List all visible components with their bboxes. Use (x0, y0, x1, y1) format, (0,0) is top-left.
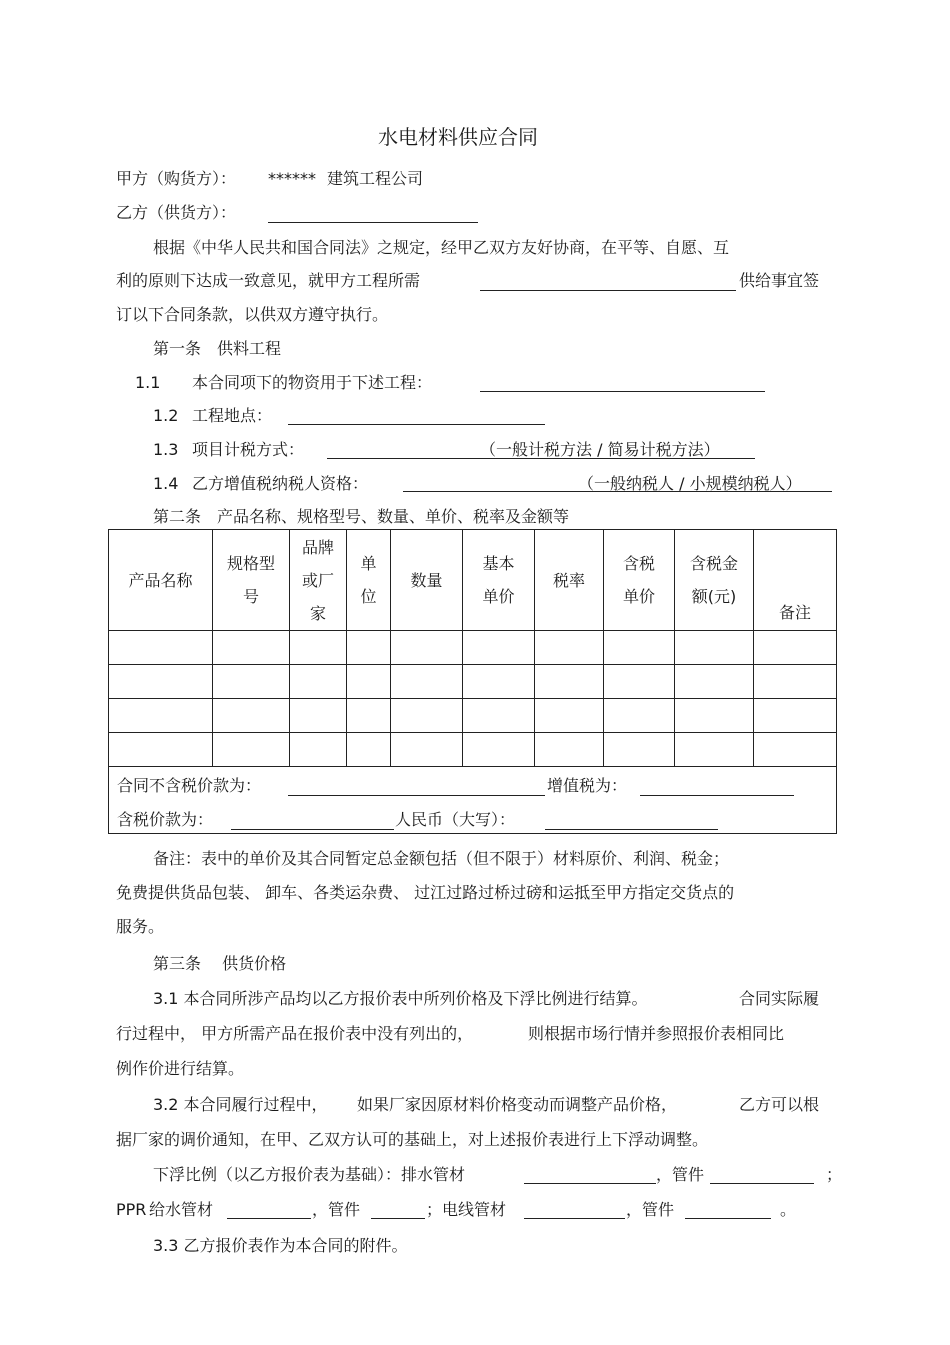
table-cell[interactable] (463, 665, 535, 699)
article-1-heading: 第一条 供料工程 (153, 339, 282, 358)
preamble-line-1: 根据《中华人民共和国合同法》之规定，经甲乙双方友好协商，在平等、自愿、互 (153, 238, 730, 257)
header-line: 基本 (482, 554, 515, 573)
page-title: 水电材料供应合同 (378, 125, 538, 149)
drain-fitting-label: ，管件 (656, 1165, 705, 1184)
drain-pipe-discount-blank[interactable] (524, 1183, 656, 1184)
rmb-label: 人民币（大写）： (395, 810, 516, 829)
table-cell[interactable] (109, 733, 213, 767)
water-fitting-label: ，管件 (312, 1200, 361, 1219)
table-cell[interactable] (290, 699, 347, 733)
table-row (109, 699, 837, 733)
item-1-4-options: （一般纳税人 / 小规模纳税人） (578, 474, 802, 493)
item-1-3-text: 项目计税方式： (192, 440, 305, 459)
water-fitting-discount-blank[interactable] (371, 1218, 425, 1219)
summary-area (109, 767, 836, 833)
table-cell[interactable] (535, 631, 604, 665)
table-cell[interactable] (604, 733, 675, 767)
header-line: 单价 (622, 587, 655, 606)
header-brand (290, 530, 347, 631)
table-cell[interactable] (675, 699, 754, 733)
article-3-heading: 第三条 供货价格 (153, 954, 287, 973)
party-b-name-blank[interactable] (268, 222, 478, 223)
header-spec-model (213, 530, 290, 631)
rmb-words-blank[interactable] (545, 829, 718, 830)
header-line: 位 (360, 587, 377, 606)
project-name-blank[interactable] (480, 391, 765, 392)
table-cell[interactable] (463, 699, 535, 733)
clause-3-1-line-1b: 合同实际履 (739, 989, 820, 1008)
table-row (109, 665, 837, 699)
table-cell[interactable] (109, 699, 213, 733)
table-cell[interactable] (347, 665, 391, 699)
table-cell[interactable] (604, 699, 675, 733)
table-summary-row (109, 767, 837, 834)
clause-3-1-line-1a: 3.1 本合同所涉产品均以乙方报价表中所列价格及下浮比例进行结算。 (153, 989, 648, 1008)
water-pipe-discount-blank[interactable] (227, 1218, 311, 1219)
project-location-blank[interactable] (288, 424, 545, 425)
header-tax-incl-price (604, 530, 675, 631)
pretax-amount-blank[interactable] (288, 795, 545, 796)
item-1-4-text: 乙方增值税纳税人资格： (192, 474, 369, 493)
party-a-stars: ****** (268, 169, 316, 188)
tax-incl-amount-blank[interactable] (231, 829, 394, 830)
clause-3-2-line-1c: 乙方可以根 (739, 1095, 820, 1114)
item-1-2-no: 1.2 (153, 406, 179, 425)
table-cell[interactable] (213, 631, 290, 665)
table-cell[interactable] (535, 665, 604, 699)
discount-label: 下浮比例（以乙方报价表为基础）：排水管材 (153, 1165, 466, 1184)
table-cell[interactable] (604, 665, 675, 699)
table-cell[interactable] (535, 733, 604, 767)
header-line: 家 (309, 603, 326, 623)
party-a-label: 甲方（购货方）： (116, 169, 237, 188)
clause-3-2-line-1a: 3.2 本合同履行过程中， (153, 1095, 328, 1114)
header-remarks (754, 530, 837, 631)
wire-fitting-label: ，管件 (626, 1200, 675, 1219)
header-base-price (463, 530, 535, 631)
table-cell[interactable] (754, 631, 837, 665)
table-cell[interactable] (675, 631, 754, 665)
article-2-heading: 第二条 产品名称、规格型号、数量、单价、税率及金额等 (153, 507, 570, 526)
vat-blank[interactable] (640, 795, 794, 796)
table-cell[interactable] (213, 665, 290, 699)
header-line: 含税 (622, 554, 655, 573)
clause-3-1-line-2a: 行过程中， 甲方所需产品在报价表中没有列出的， (116, 1024, 474, 1043)
discount-end: 。 (780, 1200, 797, 1219)
table-cell[interactable] (391, 665, 463, 699)
note-line-1: 备注：表中的单价及其合同暂定总金额包括（但不限于）材料原价、利润、税金； (153, 849, 730, 868)
vat-label: 增值税为： (547, 776, 628, 795)
header-line: 额(元) (691, 587, 737, 606)
table-cell[interactable] (213, 733, 290, 767)
table-cell[interactable] (754, 733, 837, 767)
pretax-amount-label: 合同不含税价款为： (117, 776, 262, 795)
table-cell[interactable] (675, 665, 754, 699)
header-line: 单 (360, 554, 377, 573)
table-cell[interactable] (109, 631, 213, 665)
header-line: 号 (242, 587, 259, 606)
header-line: 含税金 (689, 554, 738, 573)
table-cell[interactable] (109, 665, 213, 699)
item-1-1-no: 1.1 (135, 373, 161, 392)
water-pipe-label: 给水管材 (149, 1200, 214, 1219)
header-line: 或厂 (301, 570, 334, 590)
table-cell[interactable] (535, 699, 604, 733)
table-cell[interactable] (675, 733, 754, 767)
table-cell[interactable] (463, 733, 535, 767)
party-a-name: 建筑工程公司 (327, 169, 424, 188)
party-b-label: 乙方（供货方）： (116, 203, 237, 222)
header-tax-rate (535, 530, 604, 631)
header-line: 单价 (482, 587, 515, 606)
clause-3-2-line-1b: 如果厂家因原材料价格变动而调整产品价格， (357, 1095, 678, 1114)
header-product-name (109, 530, 213, 631)
product-table (108, 529, 837, 834)
table-cell[interactable] (754, 699, 837, 733)
table-cell[interactable] (604, 631, 675, 665)
header-quantity (391, 530, 463, 631)
tax-incl-amount-label: 含税价款为： (117, 810, 214, 829)
preamble-line-2b: 供给事宜签 (739, 271, 820, 290)
table-cell[interactable] (391, 631, 463, 665)
table-header-row (109, 530, 837, 631)
clause-3-1-line-3: 例作价进行结算。 (116, 1059, 245, 1078)
wire-pipe-discount-blank[interactable] (524, 1218, 625, 1219)
table-cell[interactable] (213, 699, 290, 733)
note-line-3: 服务。 (116, 917, 165, 936)
header-tax-incl-amount (675, 530, 754, 631)
item-1-3-no: 1.3 (153, 440, 179, 459)
materials-blank[interactable] (480, 290, 736, 291)
table-cell[interactable] (463, 631, 535, 665)
table-cell[interactable] (290, 733, 347, 767)
table-cell[interactable] (754, 665, 837, 699)
table-row (109, 631, 837, 665)
table-row (109, 733, 837, 767)
table-cell[interactable] (347, 733, 391, 767)
item-1-3-options: （一般计税方法 / 简易计税方法） (480, 440, 720, 459)
note-line-2: 免费提供货品包装、 卸车、各类运杂费、 过江过路过桥过磅和运抵至甲方指定交货点的 (116, 883, 735, 902)
preamble-line-3: 订以下合同条款，以供双方遵守执行。 (116, 305, 389, 324)
table-cell[interactable] (347, 699, 391, 733)
table-cell[interactable] (347, 631, 391, 665)
header-line: 税率 (552, 570, 585, 590)
preamble-line-2a: 利的原则下达成一致意见，就甲方工程所需 (116, 271, 421, 290)
header-line: 规格型 (226, 554, 275, 573)
clause-3-1-line-2b: 则根据市场行情并参照报价表相同比 (528, 1024, 785, 1043)
header-line: 品牌 (301, 537, 334, 557)
header-line: 产品名称 (128, 570, 193, 590)
wire-fitting-discount-blank[interactable] (685, 1218, 771, 1219)
table-cell[interactable] (391, 699, 463, 733)
discount-semicolon: ； (826, 1165, 843, 1184)
item-1-4-no: 1.4 (153, 474, 179, 493)
table-cell[interactable] (290, 665, 347, 699)
clause-3-3: 3.3 乙方报价表作为本合同的附件。 (153, 1236, 408, 1255)
clause-3-2-line-2: 据厂家的调价通知，在甲、乙双方认可的基础上，对上述报价表进行上下浮动调整。 (116, 1130, 709, 1149)
header-line: 备注 (778, 603, 811, 622)
drain-fitting-discount-blank[interactable] (710, 1183, 814, 1184)
header-unit (347, 530, 391, 631)
table-cell[interactable] (391, 733, 463, 767)
item-1-2-text: 工程地点： (192, 406, 273, 425)
header-line: 数量 (410, 570, 443, 590)
table-summary-cell (109, 767, 837, 834)
item-1-1-text: 本合同项下的物资用于下述工程： (192, 373, 433, 392)
ppr-label: PPR (116, 1200, 147, 1219)
table-cell[interactable] (290, 631, 347, 665)
wire-pipe-label: ；电线管材 (426, 1200, 507, 1219)
